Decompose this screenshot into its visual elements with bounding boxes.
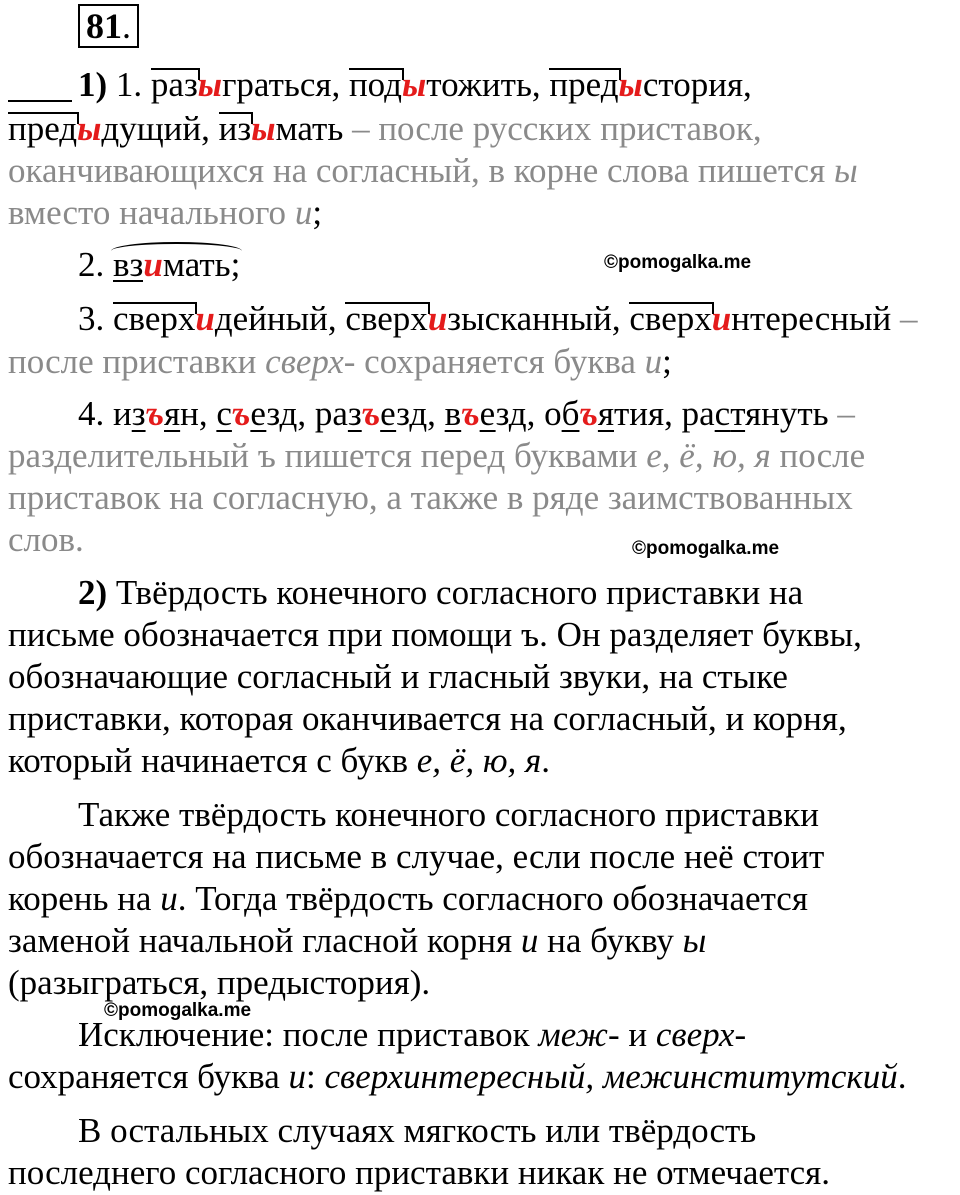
prefix: сверх (113, 299, 196, 338)
part2-p3-line2: сохраняется буква и: сверхинтересный, межинститутский. (8, 1057, 907, 1096)
part2-p3-line1: Исключение: после приставок меж- и сверх- (78, 1015, 747, 1054)
watermark: ©pomogalka.me (604, 252, 752, 273)
item2-line: 2. взимать; (78, 245, 241, 284)
prefix: сверх (345, 299, 428, 338)
part2-p1-line5: который начинается с букв е, ё, ю, я. (8, 741, 551, 780)
part2-p4-line1: В остальных случаях мягкость или твёрдость (78, 1111, 757, 1150)
part2-p2-line5: (разыграться, предыстория). (8, 963, 431, 1002)
prefix: из (218, 109, 252, 148)
part2-marker: 2) (78, 573, 108, 612)
part2-p1-line1: 2) Твёрдость конечного согласного приставки на (78, 573, 804, 612)
highlight-letter: ы (197, 65, 223, 104)
part2-p1-line3: обозначающие согласный и гласный звуки, на стыке (8, 657, 788, 696)
part2-p4-line2: последнего согласного приставки никак не отмечается. (8, 1153, 831, 1192)
highlight-letter: ы (251, 109, 276, 148)
item1-line3: оканчивающихся на согласный, в корне слова пишется ы (8, 151, 858, 190)
prefix: сверх (629, 299, 712, 338)
part2-p2-line3: корень на и. Тогда твёрдость согласного обозначается (8, 879, 808, 918)
item3-line2: после приставки сверх- сохраняется буква и; (8, 342, 672, 381)
part2-p2-line4: заменой начальной гласной корня и на букву ы (8, 921, 707, 960)
highlight-letter: и (427, 299, 448, 338)
watermark: ©pomogalka.me (104, 1000, 252, 1021)
highlight-letter: и (195, 299, 215, 338)
prefix: пред (549, 65, 619, 104)
part2-p1-line4: приставки, которая оканчивается на согласный, и корня, (8, 699, 847, 738)
part2-p2-line2: обозначается на письме в случае, если после неё стоит (8, 837, 825, 876)
highlight-letter: и (711, 299, 732, 338)
part1-marker: 1) (78, 65, 108, 104)
exercise-number: 81 (86, 6, 122, 46)
part2-p1-line2: письме обозначается при помощи ъ. Он разделяет буквы, (8, 615, 862, 654)
answer-blank-line (8, 100, 72, 102)
highlight-letter: ы (77, 109, 102, 148)
item1-line1: 1) 1. разыграться, подытожить, предыстория, (78, 65, 752, 104)
prefix: раз (150, 65, 198, 104)
prefix: под (348, 65, 402, 104)
item3-line1: 3. сверхидейный, сверхизысканный, сверхинтересный – (78, 299, 918, 338)
item1-line4: вместо начального и; (8, 193, 323, 232)
item4-line1: 4. изъян, съезд, разъезд, въезд, объятия, растянуть – (78, 394, 855, 433)
part2-p2-line1: Также твёрдость конечного согласного приставки (78, 795, 819, 834)
highlight-letter: ы (401, 65, 427, 104)
item4-line2: разделительный ъ пишется перед буквами е, ё, ю, я после (8, 436, 866, 475)
exercise-number-box: 81. (78, 4, 139, 48)
highlight-letter: ы (618, 65, 643, 104)
item4-line3: приставок на согласную, а также в ряде заимствованных (8, 478, 853, 517)
watermark: ©pomogalka.me (632, 538, 780, 559)
root-arc: взимать; (113, 245, 241, 284)
highlight-letter: и (143, 245, 163, 284)
prefix: пред (8, 109, 78, 148)
item1-line2: предыдущий, изымать – после русских приставок, (8, 109, 762, 148)
item4-line4: слов. (8, 520, 84, 559)
